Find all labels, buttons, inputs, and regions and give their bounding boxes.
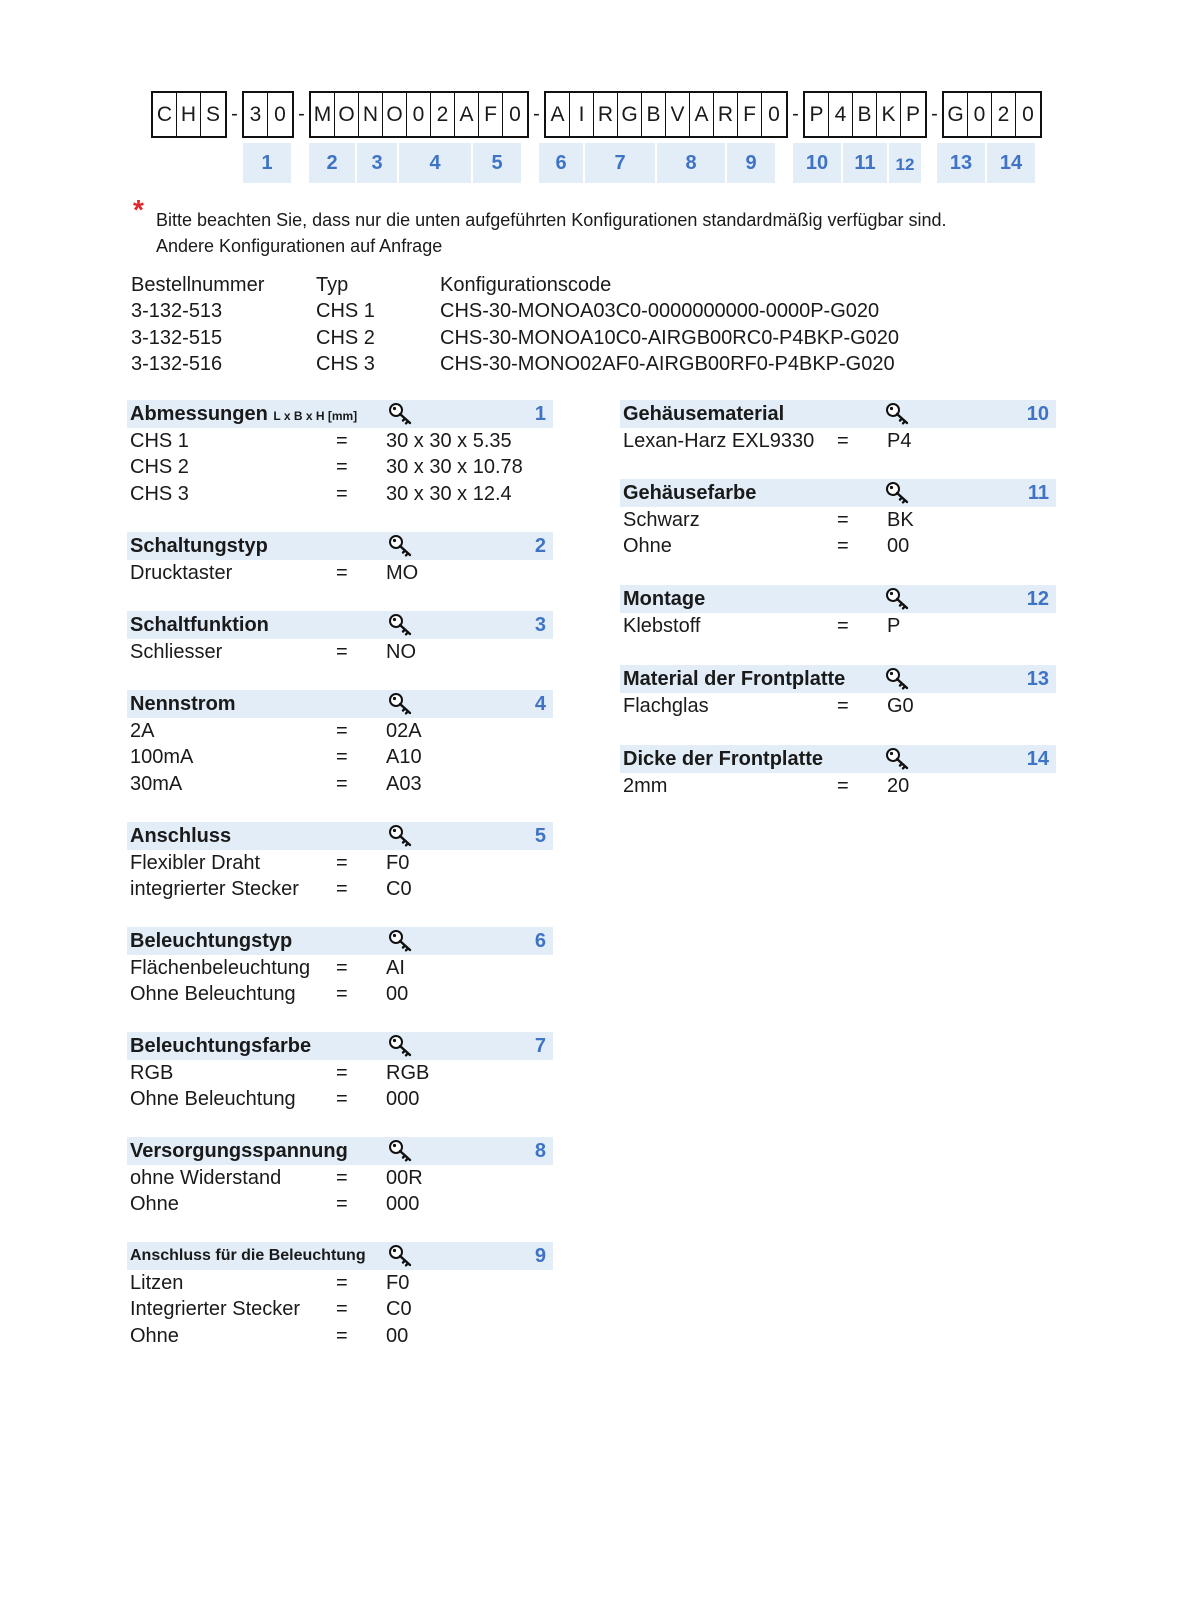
option-row xyxy=(127,1060,553,1087)
section-title xyxy=(130,614,269,637)
key-icon xyxy=(885,667,911,691)
option-label: Ohne xyxy=(130,1324,179,1347)
section-unit: L x B x H [mm] xyxy=(273,408,358,423)
code-char: 0 xyxy=(768,102,780,126)
code-separator: - xyxy=(231,103,238,125)
section-title-text: Versorgungsspannung xyxy=(130,1139,348,1162)
option-code: BK xyxy=(887,508,914,531)
option-label: Lexan-Harz EXL9330 xyxy=(623,429,815,452)
option-label: RGB xyxy=(130,1061,174,1084)
option-code: 30 x 30 x 5.35 xyxy=(386,429,512,452)
option-equals: = xyxy=(336,456,348,479)
code-char: A xyxy=(455,93,479,136)
code-separator: - xyxy=(298,103,305,125)
header-config-code: Konfigurationscode xyxy=(440,273,612,296)
section-header xyxy=(127,927,553,955)
option-section-8 xyxy=(127,1137,553,1218)
section-header xyxy=(127,822,553,850)
section-title xyxy=(623,748,823,771)
code-char: S xyxy=(205,102,220,126)
option-equals: = xyxy=(336,878,348,901)
section-title-text: Montage xyxy=(623,587,706,610)
option-equals: = xyxy=(336,482,348,505)
section-title xyxy=(623,482,756,505)
key-icon xyxy=(388,929,414,953)
position-number-11: 11 xyxy=(843,143,887,183)
section-title-text: Schaltungstyp xyxy=(130,534,268,557)
note-line-1: Bitte beachten Sie, dass nur die unten aufgeführten Konfigurationen standardmäßig verfügbar sind. xyxy=(156,210,947,230)
option-row xyxy=(127,1192,553,1219)
order-number: 3-132-515 xyxy=(131,326,223,349)
option-code: 20 xyxy=(887,774,910,797)
section-number: 14 xyxy=(1026,747,1049,770)
section-header xyxy=(127,1137,553,1165)
section-header xyxy=(127,400,553,428)
option-code: 000 xyxy=(386,1193,420,1216)
position-number-1: 1 xyxy=(243,143,291,183)
key-icon xyxy=(388,692,414,716)
section-header xyxy=(127,1242,553,1270)
code-char: C xyxy=(153,93,177,136)
option-code: MO xyxy=(386,561,419,584)
code-char: O xyxy=(383,93,407,136)
key-icon xyxy=(388,534,414,558)
section-header xyxy=(620,400,1056,428)
option-row xyxy=(620,613,1056,640)
section-number: 1 xyxy=(534,402,546,425)
option-label: 2mm xyxy=(623,774,668,797)
option-row xyxy=(127,1323,553,1350)
section-header xyxy=(127,1032,553,1060)
position-number-6: 6 xyxy=(539,143,583,183)
option-row xyxy=(620,773,1056,800)
section-number: 5 xyxy=(534,824,546,847)
section-title xyxy=(130,403,357,426)
code-group xyxy=(544,91,788,138)
option-code: 02A xyxy=(386,719,422,742)
option-row xyxy=(127,560,553,587)
option-equals: = xyxy=(336,772,348,795)
section-title xyxy=(623,403,784,426)
table-row xyxy=(131,352,960,379)
option-code: 00 xyxy=(386,1324,409,1347)
option-row xyxy=(127,745,553,772)
code-separator: - xyxy=(931,103,938,125)
code-separator: - xyxy=(533,103,540,125)
section-header xyxy=(127,690,553,718)
section-header xyxy=(620,585,1056,613)
section-number: 7 xyxy=(534,1034,546,1057)
option-section-7 xyxy=(127,1032,553,1113)
option-code: A03 xyxy=(386,772,422,795)
option-section-10 xyxy=(620,400,1056,455)
order-config-code: CHS-30-MONO02AF0-AIRGB00RF0-P4BKP-G020 xyxy=(440,353,895,376)
code-char: P xyxy=(805,93,829,136)
code-char: 2 xyxy=(431,93,455,136)
option-section-6 xyxy=(127,927,553,1008)
option-section-4 xyxy=(127,690,553,798)
option-label: Flächenbeleuchtung xyxy=(130,956,311,979)
option-row xyxy=(127,718,553,745)
section-title xyxy=(623,668,845,691)
option-section-12 xyxy=(620,585,1056,640)
code-separator: - xyxy=(792,103,799,125)
option-row xyxy=(127,1297,553,1324)
option-label: Ohne Beleuchtung xyxy=(130,1088,296,1111)
option-equals: = xyxy=(336,719,348,742)
option-section-3 xyxy=(127,611,553,666)
option-code: 00 xyxy=(887,535,910,558)
section-title xyxy=(130,693,236,716)
option-equals: = xyxy=(336,1088,348,1111)
code-char: F xyxy=(479,93,503,136)
section-number: 12 xyxy=(1026,587,1049,610)
option-equals: = xyxy=(336,1271,348,1294)
section-number: 8 xyxy=(534,1139,546,1162)
option-equals: = xyxy=(336,1193,348,1216)
note-line-2: Andere Konfigurationen auf Anfrage xyxy=(156,236,443,256)
code-char: K xyxy=(877,93,901,136)
section-title xyxy=(130,535,268,558)
code-char: 2 xyxy=(992,93,1016,136)
key-icon xyxy=(388,1139,414,1163)
key-icon xyxy=(885,747,911,771)
code-char: B xyxy=(853,93,877,136)
option-equals: = xyxy=(336,851,348,874)
section-number: 9 xyxy=(534,1244,546,1267)
option-row xyxy=(620,534,1056,561)
key-icon xyxy=(885,587,911,611)
section-header xyxy=(127,532,553,560)
position-number-10: 10 xyxy=(793,143,841,183)
section-title-text: Beleuchtungsfarbe xyxy=(130,1034,312,1057)
option-code: C0 xyxy=(386,878,412,901)
code-char: H xyxy=(177,93,201,136)
code-char: 0 xyxy=(968,93,992,136)
option-label: Litzen xyxy=(130,1271,184,1294)
section-title-text: Nennstrom xyxy=(130,692,236,715)
code-char: F xyxy=(738,93,762,136)
option-row xyxy=(127,1087,553,1114)
header-order-number: Bestellnummer xyxy=(131,273,265,296)
key-icon xyxy=(388,1034,414,1058)
section-number: 13 xyxy=(1026,667,1049,690)
key-icon xyxy=(388,1244,414,1268)
section-title-text: Material der Frontplatte xyxy=(623,667,846,690)
option-label: Flachglas xyxy=(623,694,709,717)
section-number: 6 xyxy=(534,929,546,952)
option-label: CHS 3 xyxy=(130,482,189,505)
option-code: AI xyxy=(386,956,405,979)
option-label: Klebstoff xyxy=(623,614,701,637)
option-row xyxy=(620,428,1056,455)
code-group xyxy=(151,91,227,138)
code-char: 3 xyxy=(244,93,268,136)
section-title-text: Gehäusefarbe xyxy=(623,481,757,504)
option-label: Ohne Beleuchtung xyxy=(130,983,296,1006)
option-code: F0 xyxy=(386,1271,410,1294)
option-code: A10 xyxy=(386,746,422,769)
order-table xyxy=(131,272,960,378)
code-char: O xyxy=(335,93,359,136)
code-char: R xyxy=(594,93,618,136)
option-code: 30 x 30 x 12.4 xyxy=(386,482,512,505)
option-code: 00R xyxy=(386,1166,423,1189)
option-label: Schliesser xyxy=(130,640,223,663)
option-label: Drucktaster xyxy=(130,561,233,584)
option-section-14 xyxy=(620,745,1056,800)
section-title xyxy=(130,1140,348,1163)
order-type: CHS 3 xyxy=(316,353,375,376)
code-group xyxy=(942,91,1042,138)
option-row xyxy=(127,455,553,482)
option-equals: = xyxy=(837,508,849,531)
option-equals: = xyxy=(336,1061,348,1084)
option-equals: = xyxy=(336,983,348,1006)
option-code: F0 xyxy=(386,851,410,874)
option-equals: = xyxy=(837,535,849,558)
position-number-12: 12 xyxy=(889,143,921,183)
availability-note xyxy=(156,207,947,259)
section-title-text: Beleuchtungstyp xyxy=(130,929,293,952)
section-title-text: Dicke der Frontplatte xyxy=(623,747,824,770)
option-row xyxy=(127,428,553,455)
code-char: G xyxy=(618,93,642,136)
section-title-text: Schaltfunktion xyxy=(130,613,269,636)
code-char: P xyxy=(905,102,920,126)
key-icon xyxy=(388,824,414,848)
option-row xyxy=(127,1270,553,1297)
option-section-13 xyxy=(620,665,1056,720)
section-header xyxy=(620,479,1056,507)
option-row xyxy=(127,982,553,1009)
option-section-1 xyxy=(127,400,553,508)
section-title xyxy=(130,1247,366,1265)
code-char: B xyxy=(642,93,666,136)
option-equals: = xyxy=(336,956,348,979)
option-code: 000 xyxy=(386,1088,420,1111)
section-title-text: Gehäusematerial xyxy=(623,402,785,425)
code-char: 0 xyxy=(407,93,431,136)
order-number: 3-132-516 xyxy=(131,353,223,376)
option-section-9 xyxy=(127,1242,553,1350)
position-numbers xyxy=(0,143,1200,183)
key-icon xyxy=(885,481,911,505)
section-number: 4 xyxy=(534,692,546,715)
option-label: Integrierter Stecker xyxy=(130,1298,301,1321)
code-char: 0 xyxy=(1022,102,1034,126)
section-number: 11 xyxy=(1027,481,1049,504)
section-header xyxy=(620,745,1056,773)
order-number: 3-132-513 xyxy=(131,300,223,323)
option-row xyxy=(127,850,553,877)
section-header xyxy=(127,611,553,639)
code-char: V xyxy=(666,93,690,136)
option-row xyxy=(127,877,553,904)
option-section-5 xyxy=(127,822,553,903)
code-char: 0 xyxy=(274,102,286,126)
order-config-code: CHS-30-MONOA10C0-AIRGB00RC0-P4BKP-G020 xyxy=(440,326,900,349)
option-label: 100mA xyxy=(130,746,194,769)
section-title xyxy=(130,930,292,953)
key-icon xyxy=(388,613,414,637)
option-label: CHS 1 xyxy=(130,429,189,452)
option-equals: = xyxy=(336,1324,348,1347)
option-equals: = xyxy=(336,640,348,663)
position-number-4: 4 xyxy=(399,143,471,183)
option-row xyxy=(127,639,553,666)
option-equals: = xyxy=(336,746,348,769)
option-label: Flexibler Draht xyxy=(130,851,261,874)
option-section-2 xyxy=(127,532,553,587)
option-equals: = xyxy=(837,694,849,717)
position-number-3: 3 xyxy=(357,143,397,183)
option-section-11 xyxy=(620,479,1056,560)
option-code: NO xyxy=(386,640,416,663)
section-title xyxy=(623,588,705,611)
key-icon xyxy=(885,402,911,426)
position-number-8: 8 xyxy=(657,143,725,183)
order-config-code: CHS-30-MONOA03C0-0000000000-0000P-G020 xyxy=(440,300,880,323)
key-icon xyxy=(388,402,414,426)
order-type: CHS 2 xyxy=(316,326,375,349)
position-number-13: 13 xyxy=(937,143,985,183)
option-label: Ohne xyxy=(623,535,672,558)
section-number: 2 xyxy=(534,534,546,557)
option-equals: = xyxy=(336,1166,348,1189)
option-row xyxy=(127,955,553,982)
option-code: C0 xyxy=(386,1298,412,1321)
option-equals: = xyxy=(336,429,348,452)
order-type: CHS 1 xyxy=(316,300,375,323)
header-type: Typ xyxy=(316,273,349,296)
table-row xyxy=(131,299,960,326)
option-code: P xyxy=(887,614,901,637)
option-code: 30 x 30 x 10.78 xyxy=(386,456,523,479)
option-code: P4 xyxy=(887,429,912,452)
code-char: A xyxy=(690,93,714,136)
position-number-14: 14 xyxy=(987,143,1035,183)
note-asterisk: * xyxy=(133,194,144,225)
option-equals: = xyxy=(336,561,348,584)
code-char: A xyxy=(546,93,570,136)
option-label: Schwarz xyxy=(623,508,700,531)
option-label: Ohne xyxy=(130,1193,179,1216)
option-row xyxy=(127,481,553,508)
code-group xyxy=(242,91,294,138)
option-row xyxy=(620,693,1056,720)
option-equals: = xyxy=(837,774,849,797)
option-label: 2A xyxy=(130,719,155,742)
code-char: R xyxy=(714,93,738,136)
option-row xyxy=(127,771,553,798)
code-char: 4 xyxy=(829,93,853,136)
option-label: 30mA xyxy=(130,772,183,795)
code-char: 0 xyxy=(509,102,521,126)
configuration-code xyxy=(151,91,1042,138)
code-group xyxy=(309,91,529,138)
code-char: N xyxy=(359,93,383,136)
section-title xyxy=(130,1035,311,1058)
option-row xyxy=(127,1165,553,1192)
position-number-7: 7 xyxy=(585,143,655,183)
section-title-text: Anschluss xyxy=(130,824,232,847)
option-equals: = xyxy=(837,614,849,637)
section-title xyxy=(130,825,231,848)
option-label: integrierter Stecker xyxy=(130,878,299,901)
code-group xyxy=(803,91,927,138)
option-equals: = xyxy=(837,429,849,452)
option-label: ohne Widerstand xyxy=(130,1166,282,1189)
section-header xyxy=(620,665,1056,693)
position-number-2: 2 xyxy=(309,143,355,183)
table-row xyxy=(131,325,960,352)
code-char: I xyxy=(570,93,594,136)
section-title-text: Anschluss für die Beleuchtung xyxy=(130,1247,366,1264)
option-row xyxy=(620,507,1056,534)
code-char: M xyxy=(311,93,335,136)
section-number: 3 xyxy=(534,613,546,636)
section-number: 10 xyxy=(1026,402,1049,425)
option-label: CHS 2 xyxy=(130,456,189,479)
position-number-5: 5 xyxy=(473,143,521,183)
order-table-header xyxy=(131,272,960,299)
code-char: G xyxy=(944,93,968,136)
section-title-text: Abmessungen xyxy=(130,402,268,425)
option-code: 00 xyxy=(386,983,409,1006)
option-code: RGB xyxy=(386,1061,430,1084)
option-equals: = xyxy=(336,1298,348,1321)
position-number-9: 9 xyxy=(727,143,775,183)
option-code: G0 xyxy=(887,694,914,717)
